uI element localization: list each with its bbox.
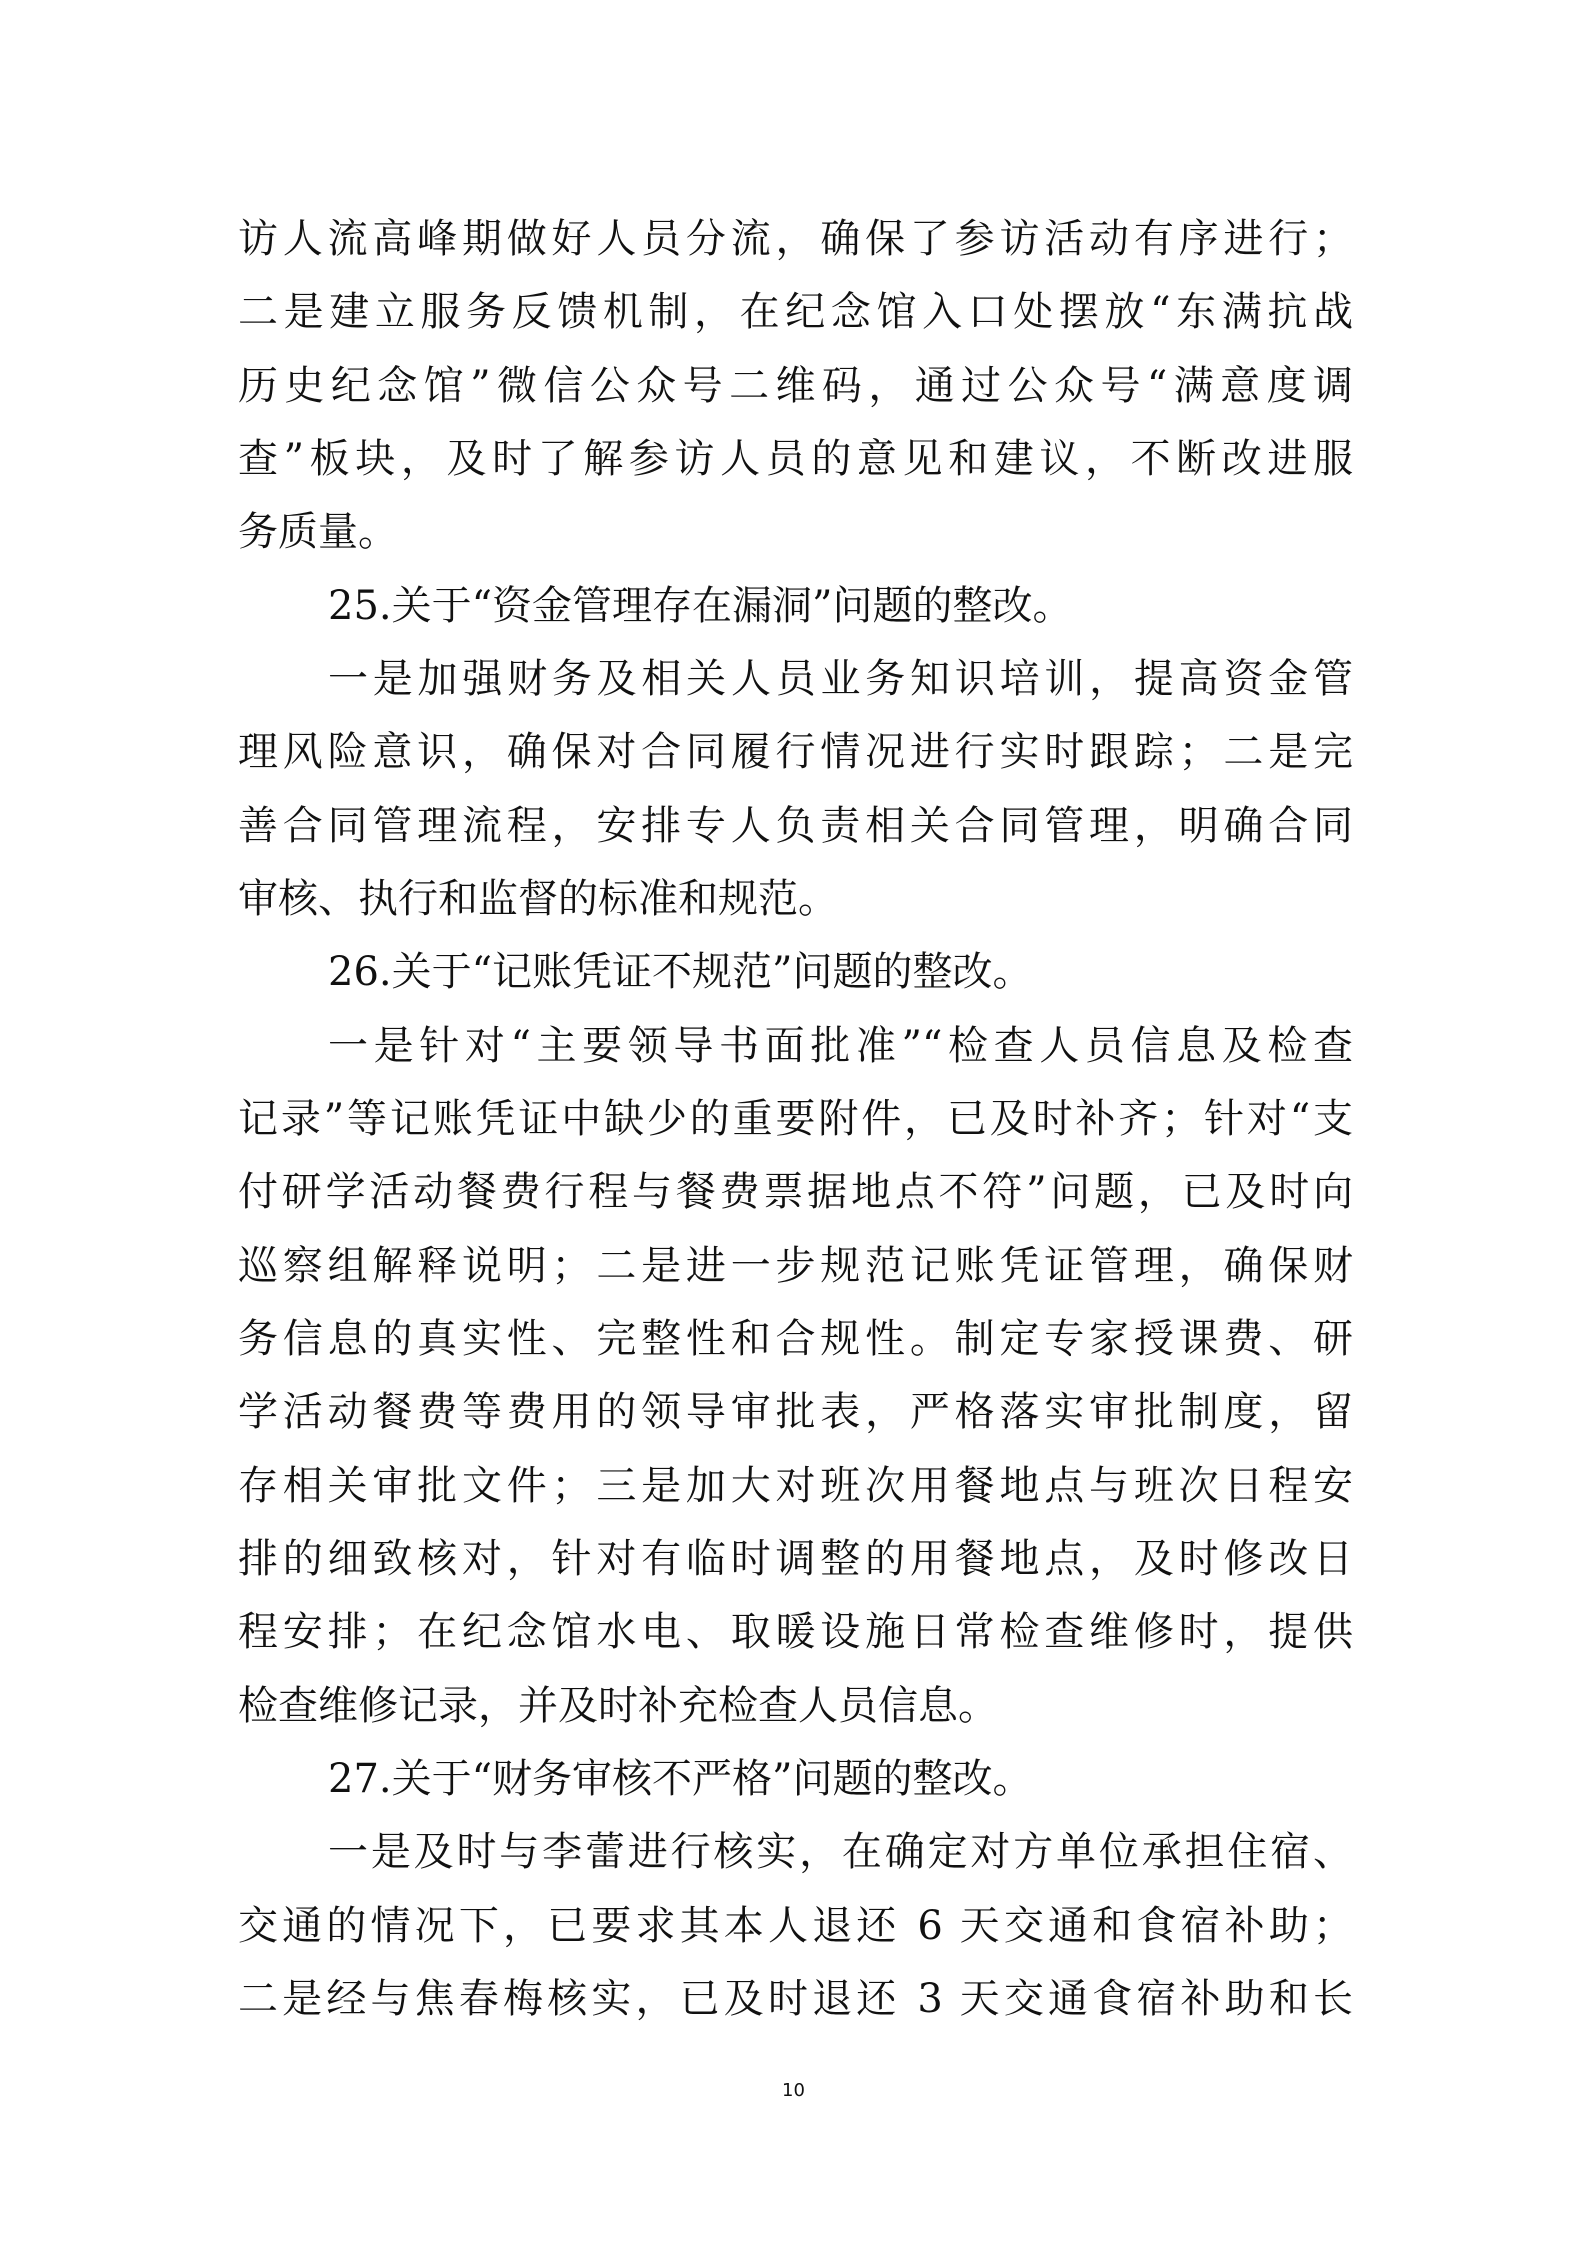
paragraph-line: 二是经与焦春梅核实，已及时退还 3 天交通食宿补助和长 xyxy=(238,1976,1353,2022)
paragraph-line: 历史纪念馆”微信公众号二维码，通过公众号“满意度调 xyxy=(238,363,1353,409)
paragraph-line: 务信息的真实性、完整性和合规性。制定专家授课费、研 xyxy=(238,1316,1353,1362)
page-number: 10 xyxy=(782,2080,805,2101)
paragraph-line: 务质量。 xyxy=(238,509,398,555)
paragraph-line: 访人流高峰期做好人员分流，确保了参访活动有序进行； xyxy=(238,216,1353,262)
paragraph-line: 排的细致核对，针对有临时调整的用餐地点，及时修改日 xyxy=(238,1536,1353,1582)
paragraph-line: 查”板块，及时了解参访人员的意见和建议，不断改进服 xyxy=(238,436,1353,482)
section-heading-27: 27.关于“财务审核不严格”问题的整改。 xyxy=(328,1756,1033,1802)
paragraph-line: 一是加强财务及相关人员业务知识培训，提高资金管 xyxy=(328,656,1353,702)
paragraph-line: 交通的情况下，已要求其本人退还 6 天交通和食宿补助； xyxy=(238,1903,1353,1949)
paragraph-line: 审核、执行和监督的标准和规范。 xyxy=(238,876,838,922)
paragraph-line: 存相关审批文件；三是加大对班次用餐地点与班次日程安 xyxy=(238,1463,1353,1509)
section-heading-26: 26.关于“记账凭证不规范”问题的整改。 xyxy=(328,949,1033,995)
paragraph-line: 付研学活动餐费行程与餐费票据地点不符”问题，已及时向 xyxy=(238,1169,1353,1215)
paragraph-line: 学活动餐费等费用的领导审批表，严格落实审批制度，留 xyxy=(238,1389,1353,1435)
paragraph-line: 记录”等记账凭证中缺少的重要附件，已及时补齐；针对“支 xyxy=(238,1096,1353,1142)
paragraph-line: 一是针对“主要领导书面批准”“检查人员信息及检查 xyxy=(328,1023,1353,1069)
paragraph-line: 理风险意识，确保对合同履行情况进行实时跟踪；二是完 xyxy=(238,729,1353,775)
paragraph-line: 善合同管理流程，安排专人负责相关合同管理，明确合同 xyxy=(238,803,1353,849)
paragraph-line: 巡察组解释说明；二是进一步规范记账凭证管理，确保财 xyxy=(238,1243,1353,1289)
section-heading-25: 25.关于“资金管理存在漏洞”问题的整改。 xyxy=(328,583,1073,629)
paragraph-line: 检查维修记录，并及时补充检查人员信息。 xyxy=(238,1683,998,1729)
paragraph-line: 一是及时与李蕾进行核实，在确定对方单位承担住宿、 xyxy=(328,1829,1353,1875)
paragraph-line: 程安排；在纪念馆水电、取暖设施日常检查维修时，提供 xyxy=(238,1609,1353,1655)
paragraph-line: 二是建立服务反馈机制，在纪念馆入口处摆放“东满抗战 xyxy=(238,289,1353,335)
